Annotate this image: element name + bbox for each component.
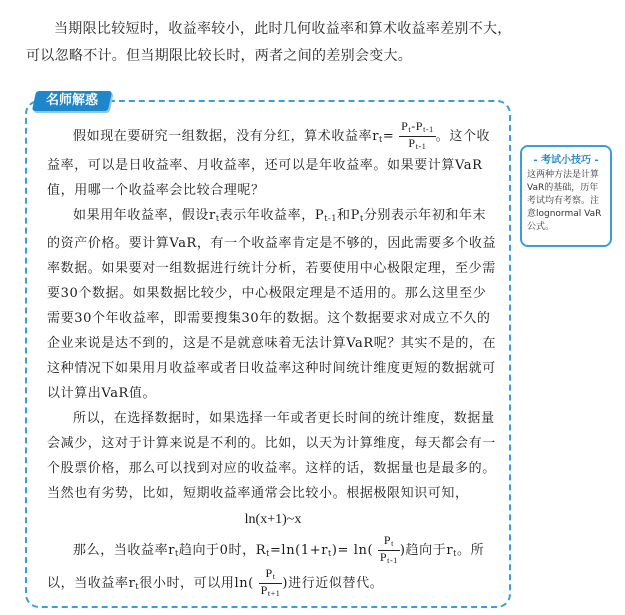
paragraph-3: 所以，在选择数据时，如果选择一年或者更长时间的统计维度，数据量会减少，这对于计算来说是不利的。比如，以天为计算维度，每天都会有一个股票价格，那么可以找到对应的收益率。这样的话，数据量也是最多的。当然也有劣势，比如，短期收益率通常会比较小。根据极限知识可知， — [47, 411, 496, 501]
intro-paragraph: 当期限比较短时，收益率较小，此时几何收益率和算术收益率差别不大，可以忽略不计。但当期限比较长时，两者之间的差别会变大。 — [26, 21, 512, 64]
fraction-ln-2: $\frac{P_t}{P_{t+1}}$ — [260, 566, 281, 598]
formula-ln: ln(x+1)~x — [244, 512, 302, 527]
fraction-ln-1: $\frac{P_t}{P_{t-1}}$ — [379, 533, 398, 565]
paragraph-4: 那么，当收益率$r_t$趋向于0时，$R_t=\ln(1+r_t)= \ln$( $\frac{P_t}{P_{t-1}}$ )趋向于$r_t$。所以，当收益率$r_t$很小时，可以用ln( $\frac{P_t}{P_{t+1}}$ )进行近似替代。 — [47, 533, 485, 598]
paragraph-2: 如果用年收益率，假设$r_t$表示年收益率，$P_{t-1}$和$P_t$分别表示年初和年末的资产价格。要计算VaR，有一个收益率肯定是不够的，因此需要多个收益率数据。如果要对一组数据进行统计分析，若要使用中心极限定理，至少需要30个数据。如果数据比较少，中心极限定理是不适用的。那么这里至少需要30个年收益率，即需要搜集30年的数据。这个数据要求对成立不久的企业来说是达不到的，这是不是就意味着无法计算VaR呢？其实不是的，在这种情况下如果用月收益率或者日收益率这种时间统计维度更短的数据就可以计算出VaR值。 — [47, 208, 497, 401]
sidebar-title: - 考试小技巧 - — [533, 155, 599, 166]
sidebar-text: 这两种方法是计算VaR的基础，历年考试均有考察。注意lognormal VaR公式。 — [527, 170, 602, 232]
paragraph-1: 假如现在要研究一组数据，没有分红，算术收益率$r_t=$ $\frac{P_t-P_{t-1}}{P_{t-1}}$ 。这个收益率，可以是日收益率、月收益率，还可以是年收益率。如果要计算VaR值，用哪一个收益率会比较合理呢？ — [47, 119, 491, 198]
fraction-return: $\frac{P_t-P_{t-1}}{P_{t-1}}$ — [401, 119, 434, 151]
box-body — [47, 120, 499, 600]
exam-tip-sidebar — [520, 145, 612, 247]
box-tag: 名师解惑 — [32, 91, 112, 111]
